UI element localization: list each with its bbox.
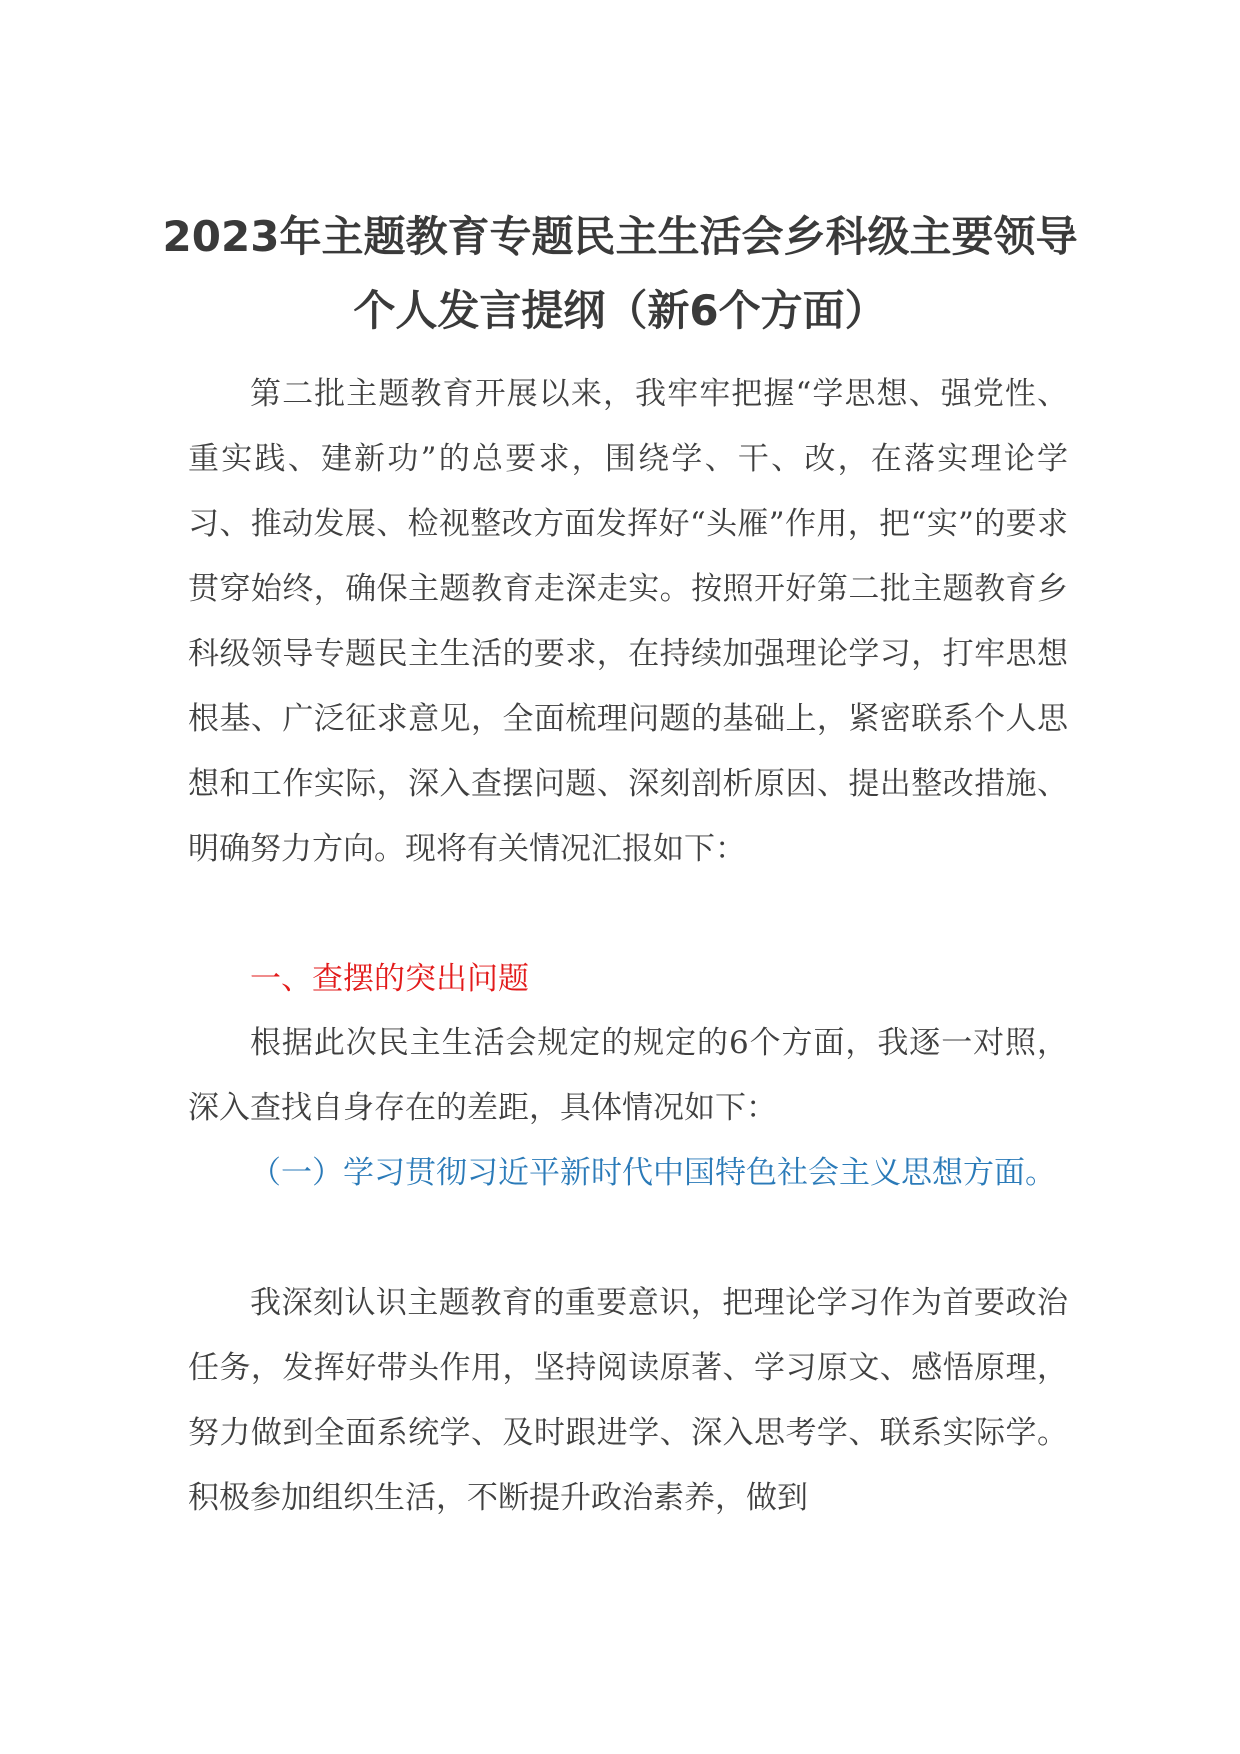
subsection-paragraph: 我深刻认识主题教育的重要意识，把理论学习作为首要政治任务，发挥好带头作用，坚持阅读原著、学习原文、感悟原理，努力做到全面系统学、及时跟进学、深入思考学、联系实际学。积极参加组织生活，不断提升政治素养，做到: [188, 1285, 1068, 1516]
section-intro-paragraph: 根据此次民主生活会规定的规定的6个方面，我逐一对照，深入查找自身存在的差距，具体情况如下：: [188, 1025, 1068, 1126]
intro-paragraph: 第二批主题教育开展以来，我牢牢把握“学思想、强党性、重实践、建新功”的总要求，围绕学、干、改，在落实理论学习、推动发展、检视整改方面发挥好“头雁”作用，把“实”的要求贯穿始终，确保主题教育走深走实。按照开好第二批主题教育乡科级领导专题民主生活的要求，在持续加强理论学习，打牢思想根基、广泛征求意见，全面梳理问题的基础上，紧密联系个人思想和工作实际，深入查摆问题、深刻剖析原因、提出整改措施、明确努力方向。现将有关情况汇报如下：: [188, 376, 1068, 867]
document-title: 2023年主题教育专题民主生活会乡科级主要领导个人发言提纲（新6个方面）: [162, 212, 1078, 335]
subsection-heading: （一）学习贯彻习近平新时代中国特色社会主义思想方面。: [250, 1155, 1056, 1191]
section-heading: 一、查摆的突出问题: [250, 961, 529, 997]
